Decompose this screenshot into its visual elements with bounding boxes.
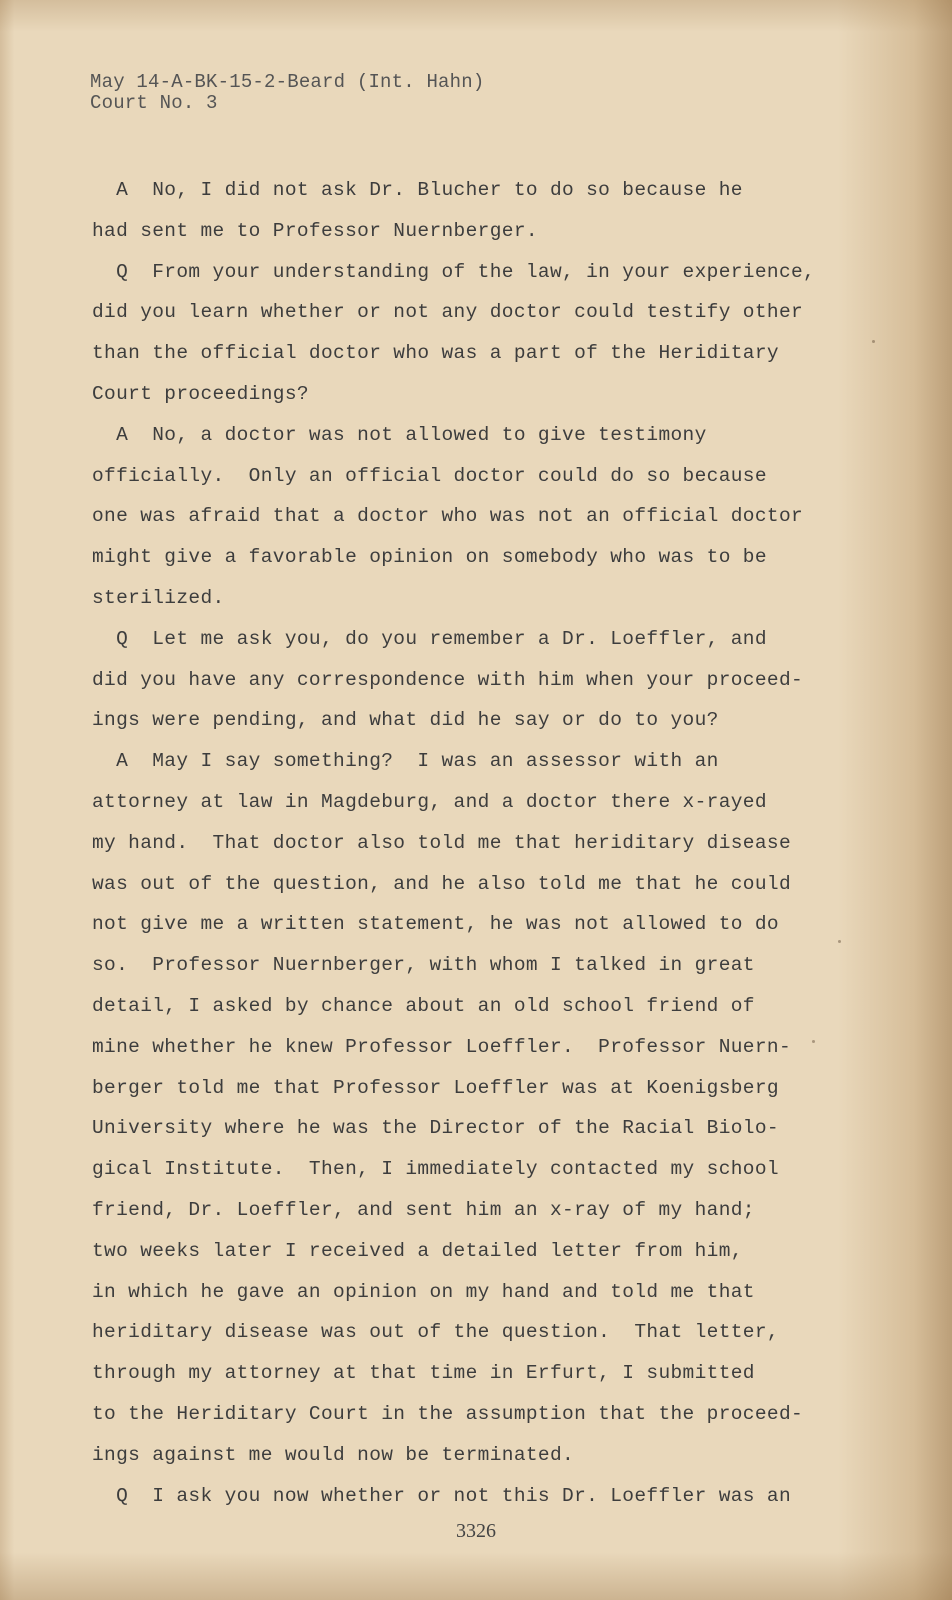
transcript-line: Q Let me ask you, do you remember a Dr. Loeffler, and <box>92 627 767 650</box>
transcript-line: berger told me that Professor Loeffler was at Koenigsberg <box>92 1076 779 1099</box>
transcript-line: ings were pending, and what did he say or do to you? <box>92 709 719 732</box>
transcript-line: friend, Dr. Loeffler, and sent him an x-ray of my hand; <box>92 1198 755 1221</box>
transcript-line: detail, I asked by chance about an old school friend of <box>92 994 755 1017</box>
transcript-line: Q I ask you now whether or not this Dr. Loeffler was an <box>92 1484 792 1507</box>
transcript-line: so. Professor Nuernberger, with whom I talked in great <box>92 954 755 977</box>
transcript-line: sterilized. <box>92 586 225 609</box>
transcript-line: one was afraid that a doctor who was not an official doctor <box>92 505 804 528</box>
transcript-line: A No, a doctor was not allowed to give testimony <box>92 423 707 446</box>
transcript-line: had sent me to Professor Nuernberger. <box>92 219 538 242</box>
transcript-line: did you learn whether or not any doctor could testify other <box>92 301 804 324</box>
transcript-line: A No, I did not ask Dr. Blucher to do so because he <box>92 179 743 201</box>
transcript-line: attorney at law in Magdeburg, and a doctor there x-rayed <box>92 790 767 813</box>
transcript-line: in which he gave an opinion on my hand and told me that <box>92 1280 755 1303</box>
transcript-line: through my attorney at that time in Erfurt, I submitted <box>92 1362 755 1385</box>
transcript-line: to the Heriditary Court in the assumption that the proceed- <box>92 1402 804 1425</box>
transcript-line: officially. Only an official doctor could do so because <box>92 464 767 487</box>
transcript-line: my hand. That doctor also told me that heriditary disease <box>92 831 792 854</box>
transcript-line: University where he was the Director of the Racial Biolo- <box>92 1117 779 1140</box>
transcript-line: not give me a written statement, he was not allowed to do <box>92 913 779 936</box>
paper-speck <box>812 1040 815 1043</box>
transcript-body <box>92 170 852 1516</box>
transcript-line: Court proceedings? <box>92 382 309 405</box>
paper-speck <box>838 940 841 943</box>
header-court-number: Court No. 3 <box>90 92 218 114</box>
transcript-line: did you have any correspondence with him when your proceed- <box>92 668 804 691</box>
transcript-line: than the official doctor who was a part of the Heriditary <box>92 342 779 365</box>
transcript-line: Q From your understanding of the law, in your experience, <box>92 260 816 283</box>
transcript-line: ings against me would now be terminated. <box>92 1443 575 1466</box>
document-header <box>90 72 484 114</box>
transcript-line: A May I say something? I was an assessor with an <box>92 750 719 773</box>
transcript-line: might give a favorable opinion on somebody who was to be <box>92 546 767 569</box>
transcript-line: was out of the question, and he also told me that he could <box>92 872 792 895</box>
transcript-line: two weeks later I received a detailed letter from him, <box>92 1239 743 1262</box>
page-number: 3326 <box>456 1520 496 1542</box>
transcript-line: heriditary disease was out of the question. That letter, <box>92 1321 779 1344</box>
transcript-line: mine whether he knew Professor Loeffler. Professor Nuern- <box>92 1035 792 1058</box>
paper-speck <box>872 340 875 343</box>
header-case-reference: May 14-A-BK-15-2-Beard (Int. Hahn) <box>90 71 485 93</box>
transcript-line: gical Institute. Then, I immediately contacted my school <box>92 1158 779 1181</box>
